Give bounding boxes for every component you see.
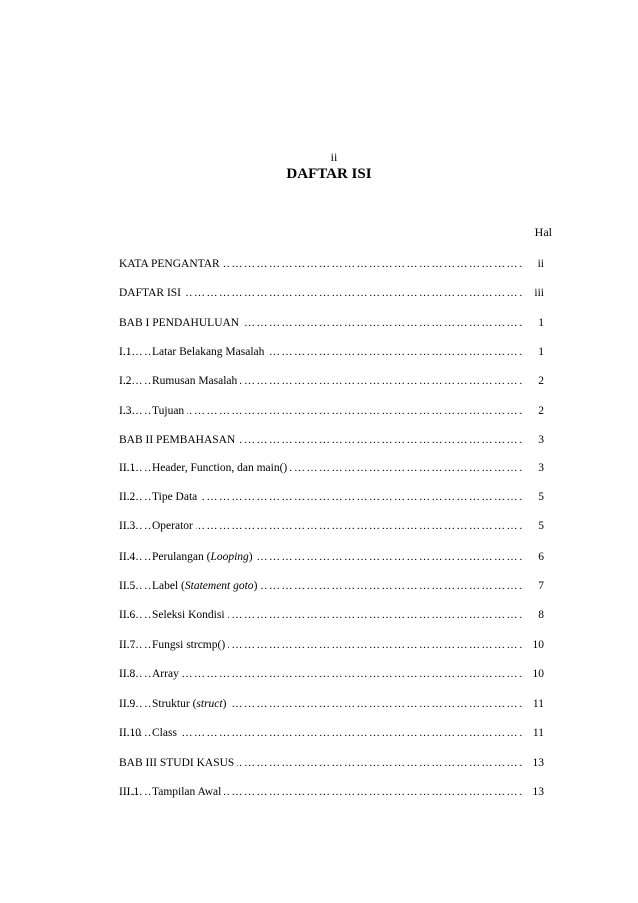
toc-entry-number: II.1 bbox=[119, 462, 136, 474]
toc-entry-label: BAB I PENDAHULUAN bbox=[119, 315, 242, 331]
toc-entry-number: II.10 bbox=[119, 727, 142, 739]
toc-entry-label: Array bbox=[152, 666, 182, 682]
toc-entry-page: 10 bbox=[532, 639, 544, 651]
toc-entry-page: 6 bbox=[538, 551, 544, 563]
toc-entry bbox=[119, 784, 549, 800]
toc-entry bbox=[119, 315, 549, 331]
toc-entry bbox=[119, 725, 549, 741]
toc-entry-number: II.8 bbox=[119, 668, 136, 680]
toc-entry-number: I.3 bbox=[119, 405, 132, 417]
toc-entry-label: Struktur (struct) bbox=[152, 696, 229, 712]
toc-entry-label: Fungsi strcmp() bbox=[152, 637, 228, 653]
toc-entry-page: ii bbox=[537, 258, 544, 270]
toc-entry bbox=[119, 607, 549, 623]
toc-entry bbox=[119, 460, 549, 476]
toc-entry-page: 11 bbox=[532, 698, 544, 710]
toc-entry-page: 10 bbox=[532, 668, 544, 680]
toc-entry bbox=[119, 344, 549, 360]
toc-entry-page: 3 bbox=[538, 434, 544, 446]
toc-entry-label: Label (Statement goto) bbox=[152, 578, 260, 594]
toc-entry bbox=[119, 755, 549, 771]
toc-entry-number: II.6 bbox=[119, 609, 136, 621]
toc-entry-page: 5 bbox=[538, 491, 544, 503]
toc-entry-number: III.1 bbox=[119, 786, 140, 798]
toc-entry bbox=[119, 578, 549, 594]
toc-entry-number: I.1 bbox=[119, 346, 132, 358]
toc-entry-label: Latar Belakang Masalah bbox=[152, 344, 267, 360]
toc-entry-page: iii bbox=[534, 287, 544, 299]
toc-entry-label: KATA PENGANTAR bbox=[119, 256, 223, 272]
toc-entry bbox=[119, 285, 549, 301]
toc-entry bbox=[119, 696, 549, 712]
toc-entry bbox=[119, 549, 549, 565]
toc-entry-page: 7 bbox=[538, 580, 544, 592]
toc-entry-number: II.7 bbox=[119, 639, 136, 651]
toc-entry-number: II.3 bbox=[119, 520, 136, 532]
toc-entry bbox=[119, 666, 549, 682]
toc-entry-page: 1 bbox=[538, 317, 544, 329]
toc-entry bbox=[119, 256, 549, 272]
page-title: DAFTAR ISI bbox=[286, 166, 372, 182]
toc-entry-number: II.5 bbox=[119, 580, 136, 592]
toc-entry-label: BAB III STUDI KASUS bbox=[119, 755, 237, 771]
page-number: ii bbox=[330, 150, 338, 164]
toc-entry-page: 2 bbox=[538, 405, 544, 417]
toc-entry-label: Tampilan Awal bbox=[152, 784, 224, 800]
toc-entry bbox=[119, 518, 549, 534]
toc-entry-label: BAB II PEMBAHASAN bbox=[119, 432, 238, 448]
toc-entry bbox=[119, 403, 549, 419]
toc-entry-label: Class bbox=[152, 725, 180, 741]
toc-entry-page: 11 bbox=[532, 727, 544, 739]
toc-entry-page: 13 bbox=[532, 757, 544, 769]
toc-entry-label: Tipe Data bbox=[152, 489, 200, 505]
toc-entry-label: Seleksi Kondisi bbox=[152, 607, 228, 623]
toc-entry-label: DAFTAR ISI bbox=[119, 285, 184, 301]
toc-entry-page: 5 bbox=[538, 520, 544, 532]
toc-entry-page: 3 bbox=[538, 462, 544, 474]
toc-entry-label: Rumusan Masalah bbox=[152, 373, 240, 389]
toc-entry-label: Operator bbox=[152, 518, 196, 534]
toc-entry-number: II.4 bbox=[119, 551, 136, 563]
toc-entry bbox=[119, 637, 549, 653]
toc-entry-page: 1 bbox=[538, 346, 544, 358]
toc-entry-page: 2 bbox=[538, 375, 544, 387]
toc-entry bbox=[119, 432, 549, 448]
toc-entry-number: I.2 bbox=[119, 375, 132, 387]
toc-entry-number: II.2 bbox=[119, 491, 136, 503]
toc-entry-label: Perulangan (Looping) bbox=[152, 549, 256, 565]
page-column-header: Hal bbox=[534, 225, 552, 239]
toc-entry-number: II.9 bbox=[119, 698, 136, 710]
toc-entry-page: 8 bbox=[538, 609, 544, 621]
toc-entry bbox=[119, 489, 549, 505]
toc-entry bbox=[119, 373, 549, 389]
toc-entry-label: Tujuan bbox=[152, 403, 187, 419]
toc-entry-label: Header, Function, dan main() bbox=[152, 460, 290, 476]
toc-entry-page: 13 bbox=[532, 786, 544, 798]
